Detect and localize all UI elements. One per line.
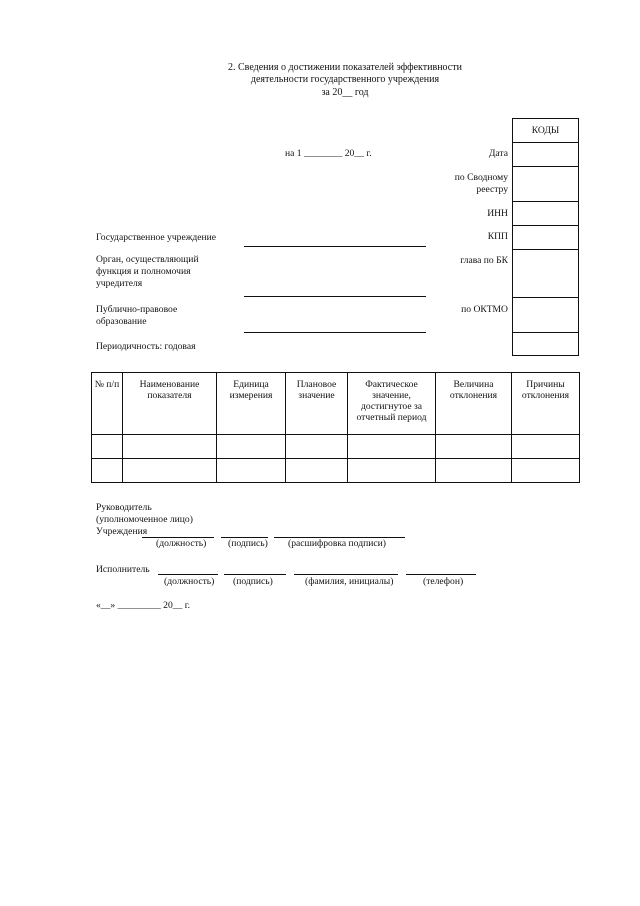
table-cell[interactable]: [286, 435, 348, 459]
table-cell[interactable]: [92, 459, 123, 483]
table-cell[interactable]: [436, 435, 512, 459]
signature-executor-phone-line[interactable]: [406, 574, 476, 575]
codes-cell-registry[interactable]: [513, 167, 579, 202]
field-periodicity: Периодичность: годовая: [96, 341, 196, 352]
header-planned-value: Плановое значение: [286, 373, 348, 435]
field-line-institution[interactable]: [244, 246, 426, 247]
codes-header: КОДЫ: [513, 119, 579, 143]
signature-head-line-1: Руководитель: [96, 502, 152, 513]
form-title-line-3: за 20__ год: [321, 87, 369, 98]
table-cell[interactable]: [348, 459, 436, 483]
field-line-founder[interactable]: [244, 296, 426, 297]
signature-head-line-3: Учреждения: [96, 526, 148, 537]
table-cell[interactable]: [123, 459, 217, 483]
signature-head-line-2: (уполномоченное лицо): [96, 514, 193, 525]
header-number: № п/п: [92, 373, 123, 435]
field-line-public-entity[interactable]: [244, 332, 426, 333]
codes-label-budget-chapter: глава по БК: [460, 255, 508, 266]
form-title-line-2: деятельности государственного учреждения: [250, 74, 440, 85]
table-row: [92, 459, 580, 483]
indicators-table: [91, 372, 580, 483]
table-cell[interactable]: [436, 459, 512, 483]
table-cell[interactable]: [512, 435, 580, 459]
field-label-public-entity: Публично-правовое образование: [96, 304, 178, 327]
table-cell[interactable]: [286, 459, 348, 483]
caption-executor-sign: (подпись): [233, 576, 273, 587]
codes-cell-oktmo[interactable]: [513, 298, 579, 333]
caption-head-position: (должность): [156, 538, 207, 549]
signature-executor-sign-line[interactable]: [224, 574, 286, 575]
field-label-institution: Государственное учреждение: [96, 232, 216, 243]
form-title-line-1: 2. Сведения о достижении показателей эффективности: [228, 62, 462, 73]
header-actual-value: Фактическое значение, достигнутое за отчетный период: [348, 373, 436, 435]
table-cell[interactable]: [217, 435, 286, 459]
header-indicator-name: Наименование показателя: [123, 373, 217, 435]
header-deviation-reason: Причины отклонения: [512, 373, 580, 435]
table-cell[interactable]: [217, 459, 286, 483]
codes-cell-extra[interactable]: [513, 333, 579, 356]
signature-executor-name-line[interactable]: [294, 574, 398, 575]
signature-executor-label: Исполнитель: [96, 564, 150, 575]
caption-executor-phone: (телефон): [423, 576, 464, 587]
caption-executor-position: (должность): [164, 576, 215, 587]
table-cell[interactable]: [123, 435, 217, 459]
caption-executor-name: (фамилия, инициалы): [305, 576, 394, 587]
codes-label-date: Дата: [488, 148, 508, 159]
caption-head-name: (расшифровка подписи): [288, 538, 386, 549]
codes-cell-date[interactable]: [513, 143, 579, 167]
signature-executor-position-line[interactable]: [158, 574, 218, 575]
table-cell[interactable]: [92, 435, 123, 459]
report-date-line: на 1 ________ 20__ г.: [285, 148, 372, 159]
caption-head-sign: (подпись): [228, 538, 268, 549]
header-unit: Единица измерения: [217, 373, 286, 435]
codes-label-registry: по Сводному реестру: [454, 172, 508, 195]
header-deviation: Величина отклонения: [436, 373, 512, 435]
codes-label-oktmo: по ОКТМО: [461, 304, 508, 315]
table-row: [92, 435, 580, 459]
table-cell[interactable]: [348, 435, 436, 459]
codes-table: [512, 118, 579, 356]
codes-cell-kpp[interactable]: [513, 226, 579, 250]
codes-cell-budget-chapter[interactable]: [513, 250, 579, 298]
signature-date: «__» _________ 20__ г.: [96, 600, 190, 611]
field-label-founder: Орган, осуществляющий функция и полномочия учредителя: [96, 254, 199, 289]
codes-cell-inn[interactable]: [513, 202, 579, 226]
codes-label-inn: ИНН: [487, 208, 508, 219]
table-cell[interactable]: [512, 459, 580, 483]
codes-label-kpp: КПП: [487, 231, 508, 242]
